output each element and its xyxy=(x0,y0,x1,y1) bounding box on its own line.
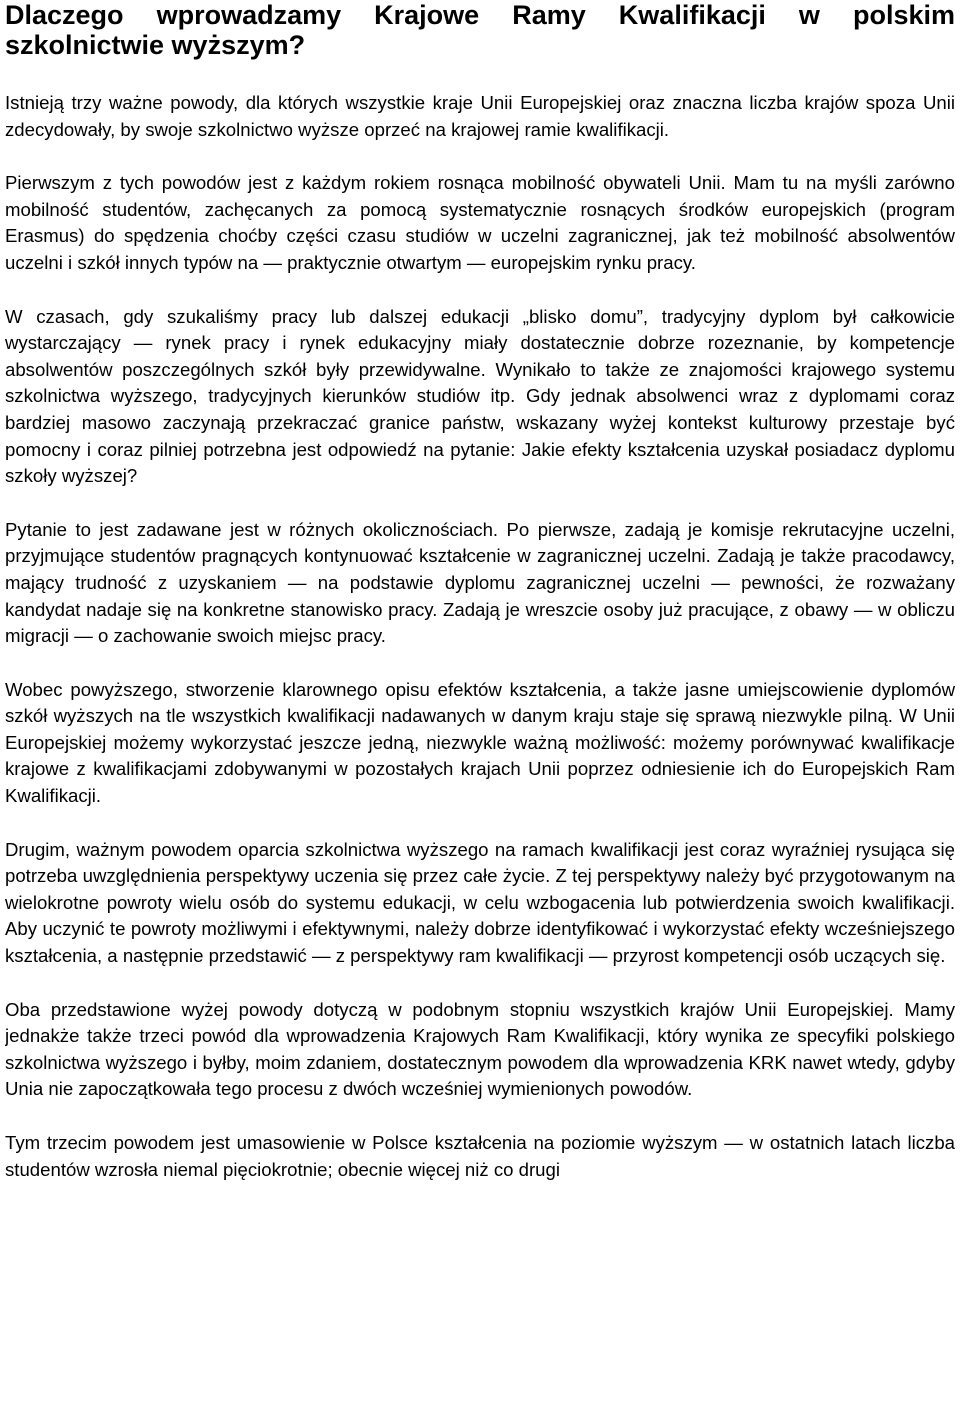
document-title xyxy=(5,0,955,60)
paragraph-third-reason: Oba przedstawione wyżej powody dotyczą w podobnym stopniu wszystkich krajów Unii Europejskiej. Mamy jednakże także trzeci powód dla wprowadzenia Krajowych Ram Kwalifikacji, który wynika ze specyfiki polskiego szkolnictwa wyższego i byłby, moim zdaniem, dostatecznym powodem dla wprowadzenia KRK nawet wtedy, gdyby Unia nie zapoczątkowała tego procesu z dwóch wcześniej wymienionych powodów. xyxy=(5,998,955,1100)
document-title-line-1: Dlaczego wprowadzamy Krajowe Ramy Kwalifikacji w polskim xyxy=(5,0,955,30)
document-page xyxy=(5,0,955,1404)
paragraph-learning-outcomes: Wobec powyższego, stworzenie klarownego opisu efektów kształcenia, a także jasne umiejscowienie dyplomów szkół wyższych na tle wszystkich kwalifikacji nadawanych w danym kraju staje się sprawą niezwykle pilną. W Unii Europejskiej możemy wykorzystać jeszcze jedną, niezwykle ważną możliwość: możemy porównywać kwalifikacje krajowe z kwalifikacjami zdobywanymi w pozostałych krajach Unii poprzez odniesienie ich do Europejskich Ram Kwalifikacji. xyxy=(5,678,955,807)
paragraph-question-contexts: Pytanie to jest zadawane jest w różnych okolicznościach. Po pierwsze, zadają je komisje rekrutacyjne uczelni, przyjmujące studentów pragnących kontynuować kształcenie w zagranicznej uczelni. Zadają je także pracodawcy, mający trudność z uzyskaniem — na podstawie dyplomu zagranicznej uczelni — pewności, że rozważany kandydat nadaje się na konkretne stanowisko pracy. Zadają je wreszcie osoby już pracujące, z obawy — w obliczu migracji — o zachowanie swoich miejsc pracy. xyxy=(5,518,955,647)
paragraph-first-reason-mobility: Pierwszym z tych powodów jest z każdym rokiem rosnąca mobilność obywateli Unii. Mam tu na myśli zarówno mobilność studentów, zachęcanych za pomocą systematycznie rosnących środków europejskich (program Erasmus) do spędzenia choćby części czasu studiów w uczelni zagranicznej, jak też mobilność absolwentów uczelni i szkół innych typów na — praktycznie otwartym — europejskim rynku pracy. xyxy=(5,172,955,273)
paragraph-massification: Tym trzecim powodem jest umasowienie w Polsce kształcenia na poziomie wyższym — w ostatnich latach liczba studentów wzrosła niemal pięciokrotnie; obecnie więcej niż co drugi xyxy=(5,1132,955,1180)
paragraph-second-reason-lifelong-learning: Drugim, ważnym powodem oparcia szkolnictwa wyższego na ramach kwalifikacji jest coraz wyraźniej rysująca się potrzeba uwzględnienia perspektywy uczenia się przez całe życie. Z tej perspektywy należy być przygotowanym na wielokrotne powroty wielu osób do systemu edukacji, w celu wzbogacenia lub potwierdzenia swoich kwalifikacji. Aby uczynić te powroty możliwymi i efektywnymi, należy dobrze identyfikować i wykorzystać efekty wcześniejszego kształcenia, a następnie przedstawić — z perspektywy ram kwalifikacji — przyrost kompetencji osób uczących się. xyxy=(5,838,955,967)
paragraph-traditional-diploma: W czasach, gdy szukaliśmy pracy lub dalszej edukacji „blisko domu”, tradycyjny dyplom był całkowicie wystarczający — rynek pracy i rynek edukacyjny miały dostatecznie dobrze rozeznanie, by kompetencje absolwentów poszczególnych szkół były przewidywalne. Wynikało to także ze znajomości krajowego systemu szkolnictwa wyższego, tradycyjnych kierunków studiów itp. Gdy jednak absolwenci wraz z dyplomami coraz bardziej masowo zaczynają przekraczać granice państw, wskazany wyżej kontekst kulturowy przestaje być pomocny i coraz pilniej potrzebna jest odpowiedź na pytanie: Jakie efekty kształcenia uzyskał posiadacz dyplomu szkoły wyższej? xyxy=(5,305,955,487)
paragraph-three-reasons: Istnieją trzy ważne powody, dla których wszystkie kraje Unii Europejskiej oraz znaczna liczba krajów spoza Unii zdecydowały, by swoje szkolnictwo wyższe oprzeć na krajowej ramie kwalifikacji. xyxy=(5,92,955,140)
document-title-line-2: szkolnictwie wyższym? xyxy=(5,30,306,60)
